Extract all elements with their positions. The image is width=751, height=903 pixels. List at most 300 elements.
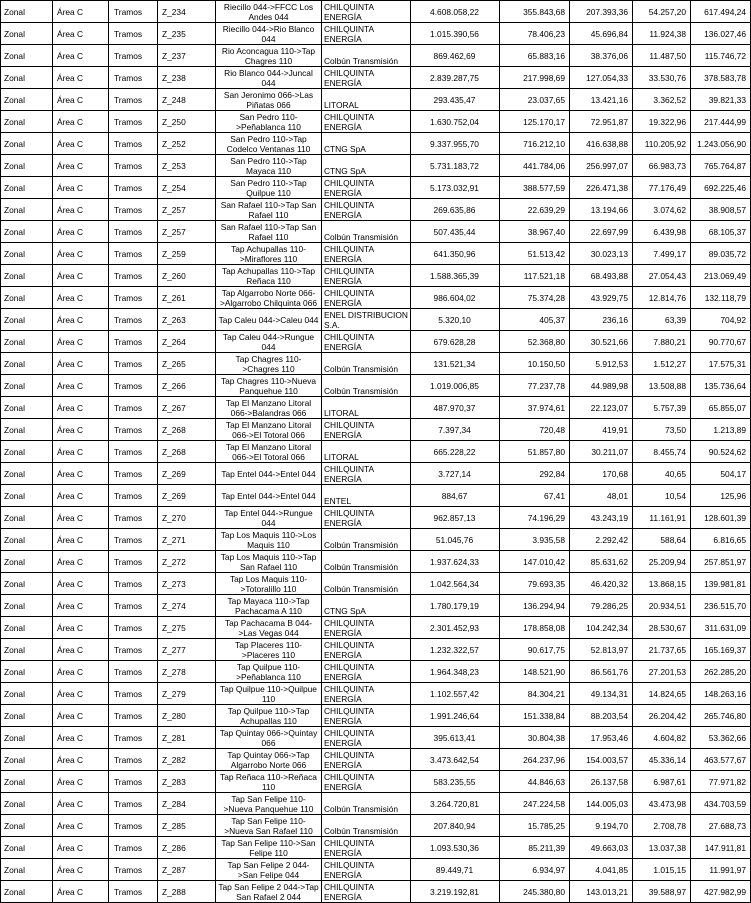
area-cell: Área C (53, 771, 109, 793)
type-cell: Tramos (109, 111, 158, 133)
value-4-cell: 13.868,15 (633, 573, 691, 595)
value-2-cell: 245.380,80 (500, 881, 570, 903)
value-1-cell: 9.337.955,70 (411, 133, 500, 155)
value-1-cell: 269.635,86 (411, 199, 500, 221)
segment-description-cell: Tap Quintay 066->Tap Algarrobo Norte 066 (216, 749, 322, 771)
zone-cell: Zonal (1, 617, 53, 639)
value-1-cell: 1.780.179,19 (411, 595, 500, 617)
value-2-cell: 441.784,06 (500, 155, 570, 177)
value-1-cell: 641.350,96 (411, 243, 500, 265)
value-2-cell: 136.294,94 (500, 595, 570, 617)
code-cell: Z_273 (158, 573, 216, 595)
code-cell: Z_263 (158, 309, 216, 331)
code-cell: Z_270 (158, 507, 216, 529)
owner-cell: CHILQUINTA ENERGÍA (322, 287, 411, 309)
owner-cell: Colbún Transmisión (322, 221, 411, 243)
value-2-cell: 38.967,40 (500, 221, 570, 243)
value-2-cell: 75.374,28 (500, 287, 570, 309)
area-cell: Área C (53, 265, 109, 287)
value-1-cell: 3.727,14 (411, 463, 500, 485)
type-cell: Tramos (109, 353, 158, 375)
type-cell: Tramos (109, 551, 158, 573)
segment-description-cell: Riecillo 044->FFCC Los Andes 044 (216, 1, 322, 23)
owner-cell: CHILQUINTA ENERGÍA (322, 111, 411, 133)
value-3-cell: 154.003,57 (570, 749, 633, 771)
value-1-cell: 884,67 (411, 485, 500, 507)
value-3-cell: 143.013,21 (570, 881, 633, 903)
segment-description-cell: Tap Entel 044->Entel 044 (216, 485, 322, 507)
type-cell: Tramos (109, 529, 158, 551)
value-1-cell: 1.232.322,57 (411, 639, 500, 661)
value-4-cell: 63,39 (633, 309, 691, 331)
owner-cell: LITORAL (322, 397, 411, 419)
segment-description-cell: Riecillo 044->Rio Blanco 044 (216, 23, 322, 45)
value-4-cell: 7.880,21 (633, 331, 691, 353)
type-cell: Tramos (109, 133, 158, 155)
value-2-cell: 51.857,80 (500, 441, 570, 463)
owner-cell: CHILQUINTA ENERGÍA (322, 67, 411, 89)
value-4-cell: 33.530,76 (633, 67, 691, 89)
code-cell: Z_234 (158, 1, 216, 23)
code-cell: Z_261 (158, 287, 216, 309)
value-1-cell: 207.840,94 (411, 815, 500, 837)
owner-cell: CHILQUINTA ENERGÍA (322, 1, 411, 23)
owner-cell: CHILQUINTA ENERGÍA (322, 507, 411, 529)
zone-cell: Zonal (1, 837, 53, 859)
owner-cell: CHILQUINTA ENERGÍA (322, 859, 411, 881)
code-cell: Z_277 (158, 639, 216, 661)
zone-cell: Zonal (1, 23, 53, 45)
value-1-cell: 131.521,34 (411, 353, 500, 375)
owner-cell: CHILQUINTA ENERGÍA (322, 683, 411, 705)
value-3-cell: 79.286,25 (570, 595, 633, 617)
value-5-cell: 213.069,49 (691, 265, 751, 287)
value-2-cell: 405,37 (500, 309, 570, 331)
value-4-cell: 28.530,67 (633, 617, 691, 639)
table-row (1, 287, 751, 309)
segment-description-cell: Tap San Felipe 110->Nueva Panquehue 110 (216, 793, 322, 815)
code-cell: Z_286 (158, 837, 216, 859)
value-1-cell: 679.628,28 (411, 331, 500, 353)
segment-description-cell: San Rafael 110->Tap San Rafael 110 (216, 221, 322, 243)
owner-cell: CHILQUINTA ENERGÍA (322, 265, 411, 287)
value-4-cell: 21.737,65 (633, 639, 691, 661)
area-cell: Área C (53, 661, 109, 683)
value-5-cell: 115.746,72 (691, 45, 751, 67)
value-1-cell: 395.613,41 (411, 727, 500, 749)
value-4-cell: 8.455,74 (633, 441, 691, 463)
table-row (1, 331, 751, 353)
table-row (1, 397, 751, 419)
value-4-cell: 14.824,65 (633, 683, 691, 705)
owner-cell: CHILQUINTA ENERGÍA (322, 837, 411, 859)
type-cell: Tramos (109, 243, 158, 265)
owner-cell: CHILQUINTA ENERGÍA (322, 749, 411, 771)
zone-cell: Zonal (1, 243, 53, 265)
area-cell: Área C (53, 397, 109, 419)
code-cell: Z_259 (158, 243, 216, 265)
area-cell: Área C (53, 727, 109, 749)
value-4-cell: 3.074,62 (633, 199, 691, 221)
value-1-cell: 1.093.530,36 (411, 837, 500, 859)
owner-cell: LITORAL (322, 441, 411, 463)
segment-description-cell: Tap Quilpue 110->Quilpue 110 (216, 683, 322, 705)
area-cell: Área C (53, 705, 109, 727)
zone-cell: Zonal (1, 353, 53, 375)
code-cell: Z_268 (158, 419, 216, 441)
owner-cell: CHILQUINTA ENERGÍA (322, 243, 411, 265)
value-3-cell: 13.421,16 (570, 89, 633, 111)
code-cell: Z_271 (158, 529, 216, 551)
type-cell: Tramos (109, 309, 158, 331)
owner-cell: CTNG SpA (322, 595, 411, 617)
value-2-cell: 15.785,25 (500, 815, 570, 837)
zone-cell: Zonal (1, 771, 53, 793)
zone-cell: Zonal (1, 89, 53, 111)
zone-cell: Zonal (1, 309, 53, 331)
value-5-cell: 427.982,99 (691, 881, 751, 903)
area-cell: Área C (53, 881, 109, 903)
value-4-cell: 19.322,96 (633, 111, 691, 133)
value-4-cell: 3.362,52 (633, 89, 691, 111)
value-1-cell: 2.839.287,75 (411, 67, 500, 89)
value-5-cell: 77.971,82 (691, 771, 751, 793)
value-2-cell: 74.196,29 (500, 507, 570, 529)
code-cell: Z_266 (158, 375, 216, 397)
value-2-cell: 90.617,75 (500, 639, 570, 661)
type-cell: Tramos (109, 177, 158, 199)
segment-description-cell: Tap Pachacama B 044->Las Vegas 044 (216, 617, 322, 639)
value-3-cell: 9.194,70 (570, 815, 633, 837)
zone-cell: Zonal (1, 859, 53, 881)
code-cell: Z_267 (158, 397, 216, 419)
owner-cell: CHILQUINTA ENERGÍA (322, 771, 411, 793)
value-5-cell: 68.105,37 (691, 221, 751, 243)
area-cell: Área C (53, 331, 109, 353)
value-3-cell: 419,91 (570, 419, 633, 441)
type-cell: Tramos (109, 683, 158, 705)
value-3-cell: 17.953,46 (570, 727, 633, 749)
value-4-cell: 13.037,38 (633, 837, 691, 859)
value-2-cell: 720,48 (500, 419, 570, 441)
segment-description-cell: Tap Achupallas 110->Tap Reñaca 110 (216, 265, 322, 287)
type-cell: Tramos (109, 507, 158, 529)
value-3-cell: 38.376,06 (570, 45, 633, 67)
segment-description-cell: Tap San Felipe 2 044->Tap San Rafael 2 044 (216, 881, 322, 903)
zone-cell: Zonal (1, 177, 53, 199)
table-row (1, 177, 751, 199)
zone-cell: Zonal (1, 595, 53, 617)
owner-cell: CHILQUINTA ENERGÍA (322, 881, 411, 903)
value-3-cell: 5.912,53 (570, 353, 633, 375)
value-4-cell: 6.987,61 (633, 771, 691, 793)
zone-cell: Zonal (1, 199, 53, 221)
value-1-cell: 293.435,47 (411, 89, 500, 111)
code-cell: Z_260 (158, 265, 216, 287)
area-cell: Área C (53, 419, 109, 441)
value-1-cell: 962.857,13 (411, 507, 500, 529)
value-2-cell: 147.010,42 (500, 551, 570, 573)
code-cell: Z_288 (158, 881, 216, 903)
value-4-cell: 4.604,82 (633, 727, 691, 749)
value-2-cell: 85.211,39 (500, 837, 570, 859)
value-5-cell: 65.855,07 (691, 397, 751, 419)
zone-cell: Zonal (1, 287, 53, 309)
table-row (1, 111, 751, 133)
value-5-cell: 132.118,79 (691, 287, 751, 309)
table-row (1, 243, 751, 265)
segment-description-cell: Tap Mayaca 110->Tap Pachacama A 110 (216, 595, 322, 617)
table-row (1, 353, 751, 375)
value-2-cell: 30.804,38 (500, 727, 570, 749)
segment-description-cell: Tap Entel 044->Entel 044 (216, 463, 322, 485)
type-cell: Tramos (109, 485, 158, 507)
code-cell: Z_269 (158, 463, 216, 485)
value-4-cell: 77.176,49 (633, 177, 691, 199)
value-3-cell: 30.521,66 (570, 331, 633, 353)
value-2-cell: 67,41 (500, 485, 570, 507)
value-4-cell: 20.934,51 (633, 595, 691, 617)
zone-cell: Zonal (1, 529, 53, 551)
zone-cell: Zonal (1, 155, 53, 177)
owner-cell: Colbún Transmisión (322, 551, 411, 573)
type-cell: Tramos (109, 155, 158, 177)
value-3-cell: 2.292,42 (570, 529, 633, 551)
value-3-cell: 26.137,58 (570, 771, 633, 793)
owner-cell: CHILQUINTA ENERGÍA (322, 199, 411, 221)
segment-description-cell: San Pedro 110->Peñablanca 110 (216, 111, 322, 133)
zone-cell: Zonal (1, 881, 53, 903)
owner-cell: Colbún Transmisión (322, 529, 411, 551)
zone-cell: Zonal (1, 661, 53, 683)
table-row (1, 133, 751, 155)
value-2-cell: 247.224,58 (500, 793, 570, 815)
value-5-cell: 135.736,64 (691, 375, 751, 397)
value-5-cell: 1.213,89 (691, 419, 751, 441)
value-1-cell: 3.264.720,81 (411, 793, 500, 815)
value-2-cell: 716.212,10 (500, 133, 570, 155)
value-1-cell: 507.435,44 (411, 221, 500, 243)
table-row (1, 265, 751, 287)
value-4-cell: 11.487,50 (633, 45, 691, 67)
value-5-cell: 617.494,24 (691, 1, 751, 23)
area-cell: Área C (53, 617, 109, 639)
value-4-cell: 27.054,43 (633, 265, 691, 287)
value-1-cell: 1.630.752,04 (411, 111, 500, 133)
value-1-cell: 3.219.192,81 (411, 881, 500, 903)
area-cell: Área C (53, 859, 109, 881)
value-2-cell: 51.513,42 (500, 243, 570, 265)
type-cell: Tramos (109, 595, 158, 617)
value-1-cell: 487.970,37 (411, 397, 500, 419)
table-row (1, 45, 751, 67)
owner-cell: CHILQUINTA ENERGÍA (322, 727, 411, 749)
value-1-cell: 5.731.183,72 (411, 155, 500, 177)
value-3-cell: 30.023,13 (570, 243, 633, 265)
area-cell: Área C (53, 45, 109, 67)
value-5-cell: 17.575,31 (691, 353, 751, 375)
owner-cell: LITORAL (322, 89, 411, 111)
value-3-cell: 86.561,76 (570, 661, 633, 683)
segment-description-cell: Tap Los Maquis 110->Tap San Rafael 110 (216, 551, 322, 573)
code-cell: Z_280 (158, 705, 216, 727)
value-3-cell: 45.696,84 (570, 23, 633, 45)
area-cell: Área C (53, 133, 109, 155)
value-5-cell: 27.688,73 (691, 815, 751, 837)
zone-cell: Zonal (1, 507, 53, 529)
value-3-cell: 49.663,03 (570, 837, 633, 859)
code-cell: Z_237 (158, 45, 216, 67)
zone-cell: Zonal (1, 375, 53, 397)
value-2-cell: 22.639,29 (500, 199, 570, 221)
area-cell: Área C (53, 793, 109, 815)
value-3-cell: 49.134,31 (570, 683, 633, 705)
value-2-cell: 117.521,18 (500, 265, 570, 287)
code-cell: Z_285 (158, 815, 216, 837)
type-cell: Tramos (109, 89, 158, 111)
value-1-cell: 1.102.557,42 (411, 683, 500, 705)
type-cell: Tramos (109, 23, 158, 45)
zone-cell: Zonal (1, 573, 53, 595)
zone-cell: Zonal (1, 1, 53, 23)
segment-description-cell: Tap Entel 044->Rungue 044 (216, 507, 322, 529)
segment-description-cell: San Rafael 110->Tap San Rafael 110 (216, 199, 322, 221)
table-row (1, 441, 751, 463)
owner-cell: CHILQUINTA ENERGÍA (322, 617, 411, 639)
value-3-cell: 4.041,85 (570, 859, 633, 881)
type-cell: Tramos (109, 199, 158, 221)
value-3-cell: 72.951,87 (570, 111, 633, 133)
type-cell: Tramos (109, 881, 158, 903)
value-1-cell: 3.473.642,54 (411, 749, 500, 771)
area-cell: Área C (53, 463, 109, 485)
value-3-cell: 127.054,33 (570, 67, 633, 89)
value-4-cell: 5.757,39 (633, 397, 691, 419)
type-cell: Tramos (109, 661, 158, 683)
segment-description-cell: Tap San Felipe 2 044->San Felipe 044 (216, 859, 322, 881)
zone-cell: Zonal (1, 45, 53, 67)
area-cell: Área C (53, 683, 109, 705)
area-cell: Área C (53, 441, 109, 463)
area-cell: Área C (53, 573, 109, 595)
owner-cell: Colbún Transmisión (322, 375, 411, 397)
table-row (1, 67, 751, 89)
value-2-cell: 125.170,17 (500, 111, 570, 133)
table-row (1, 221, 751, 243)
area-cell: Área C (53, 155, 109, 177)
type-cell: Tramos (109, 265, 158, 287)
zone-cell: Zonal (1, 683, 53, 705)
area-cell: Área C (53, 551, 109, 573)
area-cell: Área C (53, 67, 109, 89)
segment-description-cell: Tap El Manzano Litoral 066->Balandras 066 (216, 397, 322, 419)
owner-cell: Colbún Transmisión (322, 815, 411, 837)
type-cell: Tramos (109, 793, 158, 815)
value-4-cell: 54.257,20 (633, 1, 691, 23)
value-5-cell: 434.703,59 (691, 793, 751, 815)
value-2-cell: 6.934,97 (500, 859, 570, 881)
owner-cell: CHILQUINTA ENERGÍA (322, 639, 411, 661)
area-cell: Área C (53, 375, 109, 397)
owner-cell: Colbún Transmisión (322, 45, 411, 67)
value-3-cell: 256.997,07 (570, 155, 633, 177)
table-row (1, 551, 751, 573)
area-cell: Área C (53, 199, 109, 221)
type-cell: Tramos (109, 1, 158, 23)
value-2-cell: 65.883,16 (500, 45, 570, 67)
type-cell: Tramos (109, 463, 158, 485)
value-4-cell: 27.201,53 (633, 661, 691, 683)
owner-cell: ENEL DISTRIBUCION S.A. (322, 309, 411, 331)
value-2-cell: 3.935,58 (500, 529, 570, 551)
value-5-cell: 1.243.056,90 (691, 133, 751, 155)
value-4-cell: 43.473,98 (633, 793, 691, 815)
segment-description-cell: Tap San Felipe 110->Nueva San Rafael 110 (216, 815, 322, 837)
table-row (1, 309, 751, 331)
value-2-cell: 148.521,90 (500, 661, 570, 683)
value-1-cell: 89.449,71 (411, 859, 500, 881)
value-4-cell: 39.588,97 (633, 881, 691, 903)
table-row (1, 529, 751, 551)
zone-cell: Zonal (1, 397, 53, 419)
type-cell: Tramos (109, 397, 158, 419)
value-1-cell: 5.320,10 (411, 309, 500, 331)
segment-description-cell: Tap Achupallas 110->Miraflores 110 (216, 243, 322, 265)
value-3-cell: 22.123,07 (570, 397, 633, 419)
value-4-cell: 11.161,91 (633, 507, 691, 529)
value-4-cell: 1.015,15 (633, 859, 691, 881)
value-3-cell: 52.813,97 (570, 639, 633, 661)
table-row (1, 573, 751, 595)
area-cell: Área C (53, 111, 109, 133)
code-cell: Z_253 (158, 155, 216, 177)
table-row (1, 639, 751, 661)
zone-cell: Zonal (1, 793, 53, 815)
segment-description-cell: San Pedro 110->Tap Quilpue 110 (216, 177, 322, 199)
owner-cell: CTNG SpA (322, 155, 411, 177)
code-cell: Z_269 (158, 485, 216, 507)
type-cell: Tramos (109, 573, 158, 595)
code-cell: Z_287 (158, 859, 216, 881)
type-cell: Tramos (109, 837, 158, 859)
value-1-cell: 1.964.348,23 (411, 661, 500, 683)
table-row (1, 793, 751, 815)
owner-cell: CHILQUINTA ENERGÍA (322, 463, 411, 485)
type-cell: Tramos (109, 287, 158, 309)
value-3-cell: 226.471,38 (570, 177, 633, 199)
value-1-cell: 51.045,76 (411, 529, 500, 551)
type-cell: Tramos (109, 441, 158, 463)
value-4-cell: 2.708,78 (633, 815, 691, 837)
value-1-cell: 665.228,22 (411, 441, 500, 463)
value-5-cell: 765.764,87 (691, 155, 751, 177)
area-cell: Área C (53, 221, 109, 243)
value-5-cell: 38.908,57 (691, 199, 751, 221)
value-2-cell: 10.150,50 (500, 353, 570, 375)
code-cell: Z_279 (158, 683, 216, 705)
code-cell: Z_282 (158, 749, 216, 771)
value-4-cell: 6.439,98 (633, 221, 691, 243)
value-5-cell: 39.821,33 (691, 89, 751, 111)
owner-cell: Colbún Transmisión (322, 353, 411, 375)
value-5-cell: 217.444,99 (691, 111, 751, 133)
value-5-cell: 257.851,97 (691, 551, 751, 573)
value-3-cell: 43.929,75 (570, 287, 633, 309)
zone-cell: Zonal (1, 485, 53, 507)
table-row (1, 661, 751, 683)
code-cell: Z_281 (158, 727, 216, 749)
zone-cell: Zonal (1, 639, 53, 661)
